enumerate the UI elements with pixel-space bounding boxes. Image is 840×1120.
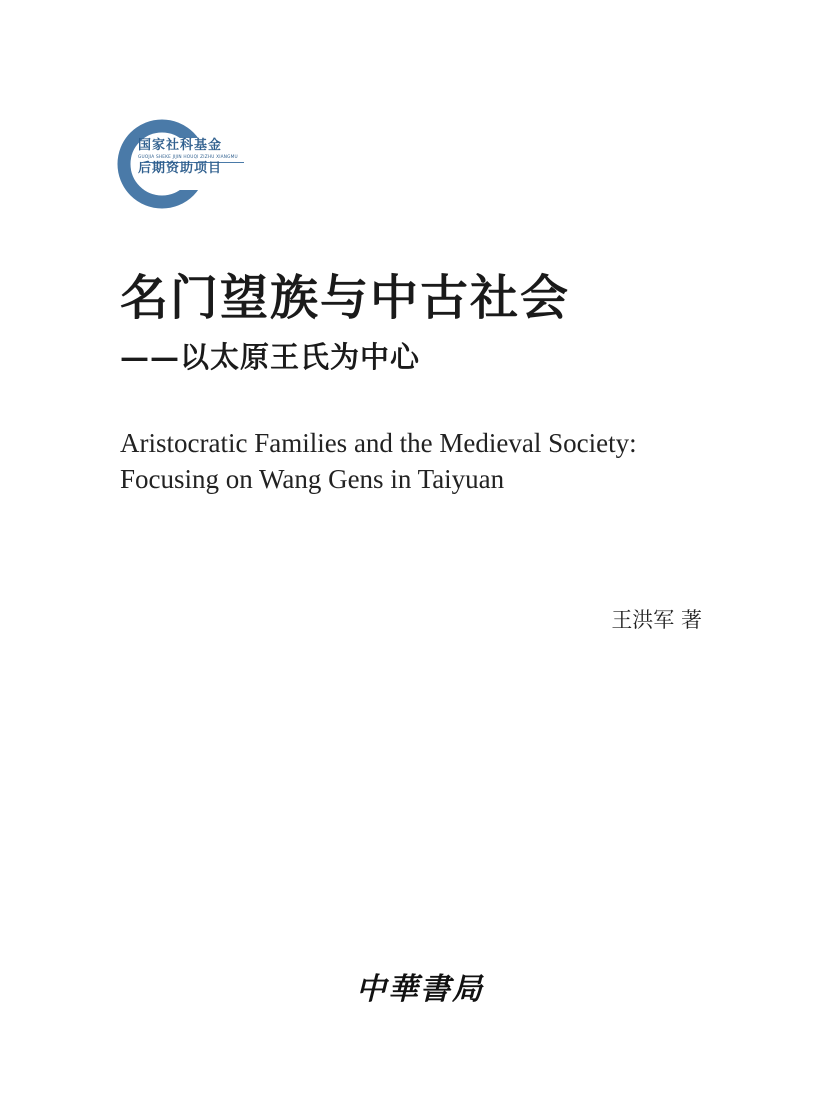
book-title-chinese: 名门望族与中古社会 [120,270,571,326]
logo-pinyin: GUOJIA SHEKE JIJIN HOUQI ZIZHU XIANGMU [138,155,238,160]
publisher-name: 中華書局 [356,972,484,1007]
logo-title: 国家社科基金 [138,138,223,153]
book-title-english-line2: Focusing on Wang Gens in Taiyuan [120,464,505,494]
author: 王洪军 著 [611,608,702,632]
book-title-english-line1: Aristocratic Families and the Medieval Society: [120,428,637,458]
book-title-english [120,425,637,497]
funding-logo [116,118,276,210]
book-subtitle-chinese: ——以太原王氏为中心 [120,340,421,374]
logo-text [138,138,270,177]
logo-subtitle: 后期资助项目 [138,161,223,176]
